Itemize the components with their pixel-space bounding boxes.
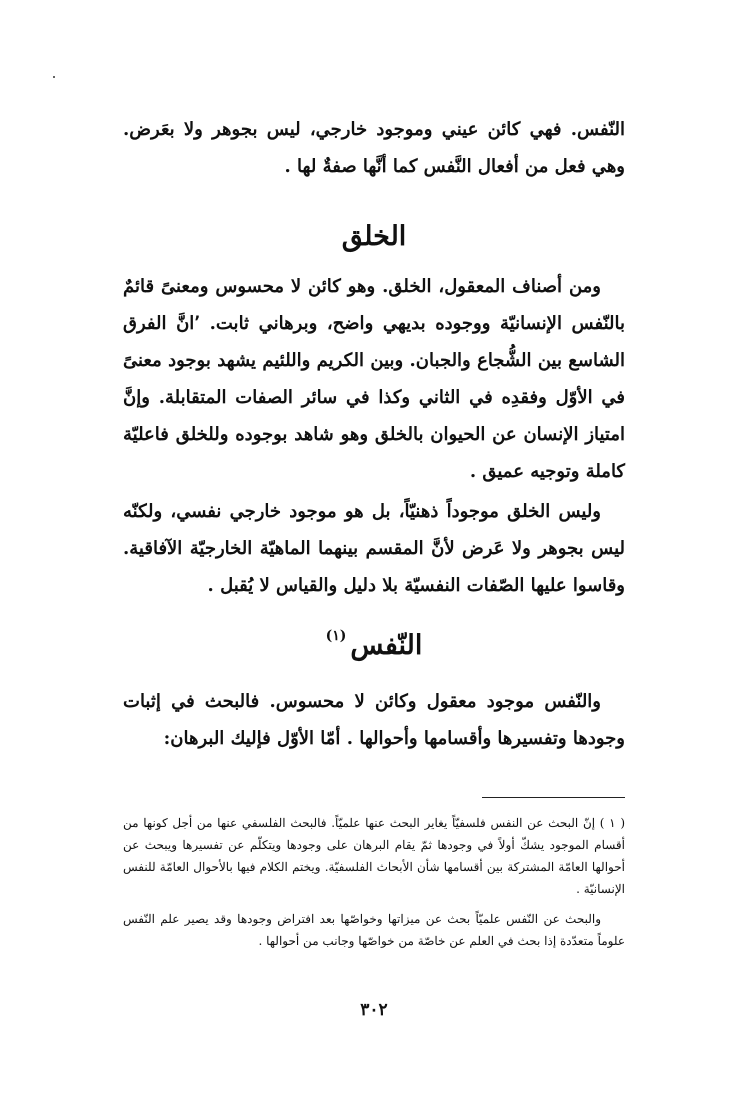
heading-khuluq: الخلق <box>341 221 407 252</box>
intro-paragraph: النّفس. فهي كائن عيني وموجود خارجي، ليس بجوهر ولا بعَرض. وهي فعل من أفعال النَّفس كما أنَّها صفةٌ لها . <box>123 119 625 177</box>
footnote-1: ( ١ ) إنّ البحث عن النفس فلسفيّاً يغاير البحث عنها علميّاً. فالبحث الفلسفي عنها من أجل كونها من أقسام الموجود يشكّ أولاً في وجودها ثمّ يقام البرهان على وجودها ويتكلّم عن تفسيرها ويبحث عن أحوالها العامّة المشتركة بين أقسامها شأن الأبحاث الفلسفيّة. ويختم الكلام فيها بالأحوال العامّة للنفس الإنسانيّة . <box>123 816 625 896</box>
footnotes-block <box>123 812 625 952</box>
page-number: ٣٠٢ <box>360 1000 388 1020</box>
footnote-reference: (١) <box>325 628 347 644</box>
nafs-block-1 <box>123 683 625 757</box>
footnote-separator <box>482 797 625 798</box>
nafs-paragraph-1: والنّفس موجود معقول وكائن لا محسوس. فالبحث في إثبات وجودها وتفسيرها وأقسامها وأحوالها . أمّا الأوّل فإليك البرهان: <box>123 691 625 749</box>
intro-block <box>123 111 625 185</box>
scan-speck <box>53 76 55 78</box>
heading-nafs-label: النّفس <box>350 630 423 661</box>
khuluq-paragraph-2: وليس الخلق موجوداً ذهنيّاً، بل هو موجود خارجي نفسي، ولكنّه ليس بجوهر ولا عَرض لأنَّ المقسم بينهما الماهيّة الخارجيّة الآفاقية. وقاسوا عليها الصّفات النفسيّة بلا دليل والقياس لا يُقبل . <box>123 501 625 596</box>
footnote-1-continuation: والبحث عن النّفس علميّاً بحث عن ميزاتها وخواصّها بعد افتراض وجودها وقد يصير علم النّفس علوماً متعدّدة إذا بحث في العلم عن خاصّة من خواصّها وجانب من أحوالها . <box>123 912 625 948</box>
khuluq-block-2 <box>123 493 625 604</box>
heading-nafs <box>0 628 748 661</box>
khuluq-block-1 <box>123 268 625 490</box>
khuluq-paragraph-1: ومن أصناف المعقول، الخلق. وهو كائن لا محسوس ومعنىً قائمٌ بالنّفس الإنسانيّة ووجوده بديهي واضح، وبرهاني ثابت. ٬انَّ الفرق الشاسع بين الشُّجاع والجبان. وبين الكريم واللئيم يشهد بوجود معنىً في الأوّل وفقدِه في الثاني وكذا في سائر الصفات المتقابلة. وإنَّ امتياز الإنسان عن الحيوان بالخلق وهو شاهد بوجوده وللخلق فاعليّة كاملة وتوجيه عميق . <box>123 276 625 482</box>
